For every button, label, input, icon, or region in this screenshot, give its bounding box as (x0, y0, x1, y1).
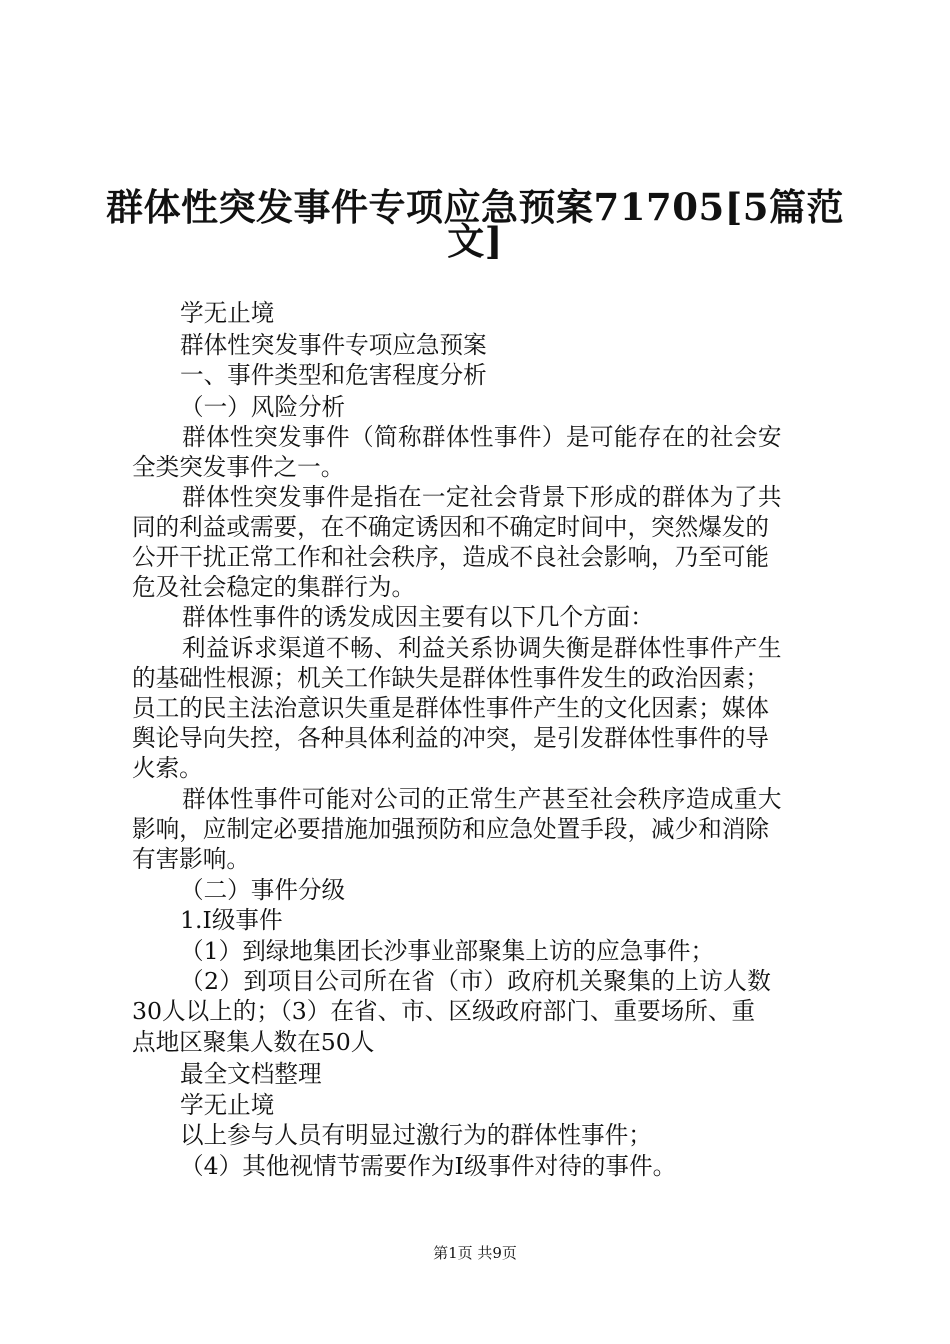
document-title-line-2: 文] (447, 219, 503, 263)
body-line: 30人以上的；（3）在省、市、区级政府部门、重要场所、重 (132, 997, 756, 1025)
document-title-line-1: 群体性突发事件专项应急预案71705[5篇范 (106, 185, 844, 229)
body-line: 以上参与人员有明显过激行为的群体性事件； (180, 1121, 652, 1149)
body-line: 群体性事件可能对公司的正常生产甚至社会秩序造成重大 (182, 785, 782, 813)
body-line: （1）到绿地集团长沙事业部聚集上访的应急事件； (180, 937, 715, 965)
body-line: （二）事件分级 (180, 876, 346, 904)
body-line: 公开干扰正常工作和社会秩序，造成不良社会影响，乃至可能 (132, 543, 770, 571)
body-line: 群体性突发事件（简称群体性事件）是可能存在的社会安 (182, 423, 782, 451)
body-line: 学无止境 (180, 299, 275, 327)
body-line: 利益诉求渠道不畅、利益关系协调失衡是群体性事件产生 (182, 634, 782, 662)
body-line: （4）其他视情节需要作为Ⅰ级事件对待的事件。 (180, 1152, 677, 1180)
body-line: 群体性事件的诱发成因主要有以下几个方面： (182, 603, 654, 631)
body-line: 群体性突发事件专项应急预案 (180, 331, 487, 359)
body-line: 1.Ⅰ级事件 (180, 906, 283, 934)
body-line: 一、事件类型和危害程度分析 (180, 361, 487, 389)
body-line: 同的利益或需要，在不确定诱因和不确定时间中，突然爆发的 (132, 513, 770, 541)
body-line: 群体性突发事件是指在一定社会背景下形成的群体为了共 (182, 483, 782, 511)
body-line: 员工的民主法治意识失重是群体性事件产生的文化因素；媒体 (132, 694, 770, 722)
body-line: 危及社会稳定的集群行为。 (132, 573, 416, 601)
body-line: 舆论导向失控，各种具体利益的冲突，是引发群体性事件的导 (132, 724, 770, 752)
body-line: 火索。 (132, 754, 203, 782)
body-line: 的基础性根源；机关工作缺失是群体性事件发生的政治因素； (132, 664, 770, 692)
body-line: 有害影响。 (132, 845, 250, 873)
body-line: 全类突发事件之一。 (132, 453, 345, 481)
body-line: 学无止境 (180, 1091, 275, 1119)
body-line: 影响，应制定必要措施加强预防和应急处置手段，减少和消除 (132, 815, 770, 843)
body-line: 点地区聚集人数在50人 (132, 1028, 375, 1056)
body-line: 最全文档整理 (180, 1060, 322, 1088)
page-footer: 第1页 共9页 (433, 1244, 517, 1262)
body-line: （一）风险分析 (180, 393, 346, 421)
body-line: （2）到项目公司所在省（市）政府机关聚集的上访人数 (180, 967, 772, 995)
